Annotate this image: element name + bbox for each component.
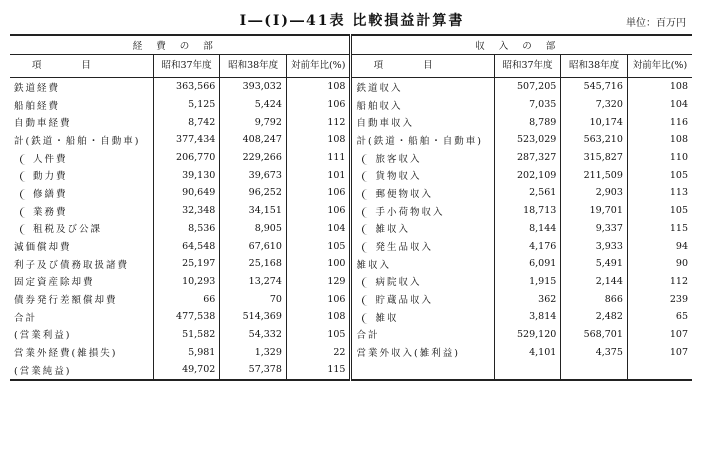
- left-v37-cell: [153, 326, 220, 344]
- left-item-cell: [10, 166, 153, 184]
- right-item-cell: [351, 184, 494, 202]
- right-v37-cell: [494, 290, 561, 308]
- right-item-header: 項目: [351, 55, 494, 78]
- right-ratio-cell: [627, 166, 692, 184]
- right-item: 手小荷物収入: [362, 207, 444, 218]
- left-v37: 39,130: [182, 169, 216, 181]
- right-item: 合計: [356, 330, 380, 342]
- right-item-cell: [351, 96, 494, 114]
- left-ratio: 129: [327, 275, 346, 287]
- left-ratio: 106: [327, 205, 346, 217]
- right-v38-cell: [561, 113, 628, 131]
- left-item-cell: [10, 131, 153, 149]
- table-row: [10, 326, 692, 344]
- left-fy38-header: 昭和38年度: [220, 55, 287, 78]
- left-v37: 5,125: [188, 99, 216, 111]
- left-v38-cell: [220, 96, 287, 114]
- right-ratio: 90: [675, 258, 688, 270]
- right-ratio: 112: [669, 275, 688, 287]
- right-ratio: 115: [669, 222, 688, 234]
- right-ratio-cell: [627, 290, 692, 308]
- table-row: [10, 308, 692, 326]
- right-item-cell: [351, 220, 494, 238]
- left-item: 利子及び債務取扱諸費: [14, 259, 130, 271]
- right-v37-cell: [494, 131, 561, 149]
- right-v37: 8,789: [529, 116, 557, 128]
- right-v37-cell: [494, 96, 561, 114]
- left-ratio-cell: [286, 255, 351, 273]
- right-v38: 568,701: [583, 328, 623, 340]
- right-v38-cell: [561, 290, 628, 308]
- right-v38: 5,491: [595, 258, 623, 270]
- right-v38-cell: [561, 220, 628, 238]
- left-v38: 408,247: [242, 134, 282, 146]
- left-ratio-cell: [286, 202, 351, 220]
- right-ratio: 104: [669, 99, 688, 111]
- left-v38-cell: [220, 308, 287, 326]
- table-row: [10, 149, 692, 167]
- left-item-cell: [10, 237, 153, 255]
- left-v37-cell: [153, 96, 220, 114]
- left-item-cell: [10, 78, 153, 96]
- right-v38-cell: [561, 202, 628, 220]
- left-v38-cell: [220, 290, 287, 308]
- right-v38: 19,701: [589, 205, 623, 217]
- left-v37: 32,348: [182, 205, 216, 217]
- left-ratio-cell: [286, 290, 351, 308]
- left-v38: 34,151: [248, 205, 282, 217]
- right-v37: 2,561: [529, 187, 557, 199]
- right-item-cell: [351, 202, 494, 220]
- left-ratio: 106: [327, 293, 346, 305]
- right-ratio-cell: [627, 131, 692, 149]
- right-ratio-cell: [627, 149, 692, 167]
- right-item-cell: [351, 255, 494, 273]
- left-item-cell: [10, 308, 153, 326]
- left-ratio: 108: [327, 134, 346, 146]
- left-item-cell: [10, 184, 153, 202]
- right-ratio: 105: [669, 169, 688, 181]
- right-v38-cell: [561, 273, 628, 291]
- right-item-cell: [351, 361, 494, 380]
- right-item: 船舶収入: [356, 100, 403, 112]
- right-v37-cell: [494, 166, 561, 184]
- right-v38-cell: [561, 237, 628, 255]
- left-v38-cell: [220, 343, 287, 361]
- right-item: 自動車収入: [356, 118, 414, 130]
- right-v38: 2,144: [595, 275, 623, 287]
- left-ratio-header: 対前年比(%): [286, 55, 351, 78]
- right-v38: 866: [604, 293, 623, 305]
- right-v37: 7,035: [529, 99, 557, 111]
- right-ratio: 108: [669, 81, 688, 93]
- left-ratio-cell: [286, 166, 351, 184]
- left-v37-cell: [153, 308, 220, 326]
- right-item: 営業外収入(雑利益): [356, 348, 460, 360]
- right-v38-cell: [561, 184, 628, 202]
- left-v37-cell: [153, 220, 220, 238]
- left-ratio-cell: [286, 237, 351, 255]
- left-v38: 8,905: [254, 222, 282, 234]
- right-v37: 6,091: [529, 258, 557, 270]
- left-v38-cell: [220, 255, 287, 273]
- right-ratio: 239: [669, 293, 688, 305]
- left-item: 減価償却費: [14, 242, 72, 254]
- left-v37-cell: [153, 166, 220, 184]
- left-ratio: 106: [327, 187, 346, 199]
- left-ratio: 106: [327, 99, 346, 111]
- left-v37: 66: [203, 293, 216, 305]
- right-v38: 2,482: [595, 311, 623, 323]
- right-ratio: 110: [669, 152, 688, 164]
- expense-section-header: 経費の部: [10, 35, 351, 55]
- right-v37-cell: [494, 202, 561, 220]
- right-ratio-cell: [627, 237, 692, 255]
- right-ratio: 113: [669, 187, 688, 199]
- right-ratio: 105: [669, 205, 688, 217]
- right-ratio: 65: [675, 311, 688, 323]
- left-v37: 5,981: [188, 346, 216, 358]
- right-v37: 4,176: [529, 240, 557, 252]
- left-v38-cell: [220, 202, 287, 220]
- right-v37-cell: [494, 308, 561, 326]
- right-ratio-cell: [627, 273, 692, 291]
- right-item: 貯蔵品収入: [362, 295, 433, 306]
- left-v37-cell: [153, 131, 220, 149]
- right-v38: 315,827: [583, 152, 623, 164]
- table-row: [10, 290, 692, 308]
- left-item-cell: [10, 220, 153, 238]
- left-v37: 8,742: [188, 116, 216, 128]
- left-item: 自動車経費: [14, 118, 72, 130]
- left-item-header: 項目: [10, 55, 153, 78]
- comparative-income-statement: [10, 34, 692, 381]
- right-v37-cell: [494, 255, 561, 273]
- left-item: 鉄道経費: [14, 82, 61, 94]
- left-ratio: 115: [327, 364, 346, 376]
- table-row: [10, 184, 692, 202]
- left-v37: 10,293: [182, 275, 216, 287]
- left-v37-cell: [153, 237, 220, 255]
- right-ratio-cell: [627, 202, 692, 220]
- left-item: 船舶経費: [14, 100, 61, 112]
- right-v37: 523,029: [517, 134, 557, 146]
- left-ratio-cell: [286, 343, 351, 361]
- right-item-cell: [351, 273, 494, 291]
- right-item: 鉄道収入: [356, 82, 403, 94]
- left-v38: 70: [269, 293, 282, 305]
- right-v37: 1,915: [529, 275, 557, 287]
- right-item-cell: [351, 149, 494, 167]
- right-ratio-cell: [627, 308, 692, 326]
- left-ratio-cell: [286, 96, 351, 114]
- right-v37: 3,814: [529, 311, 557, 323]
- right-v37-cell: [494, 237, 561, 255]
- left-ratio-cell: [286, 184, 351, 202]
- left-item: 営業外経費(雑損失): [14, 348, 118, 360]
- right-v38: 7,320: [595, 99, 623, 111]
- left-ratio-cell: [286, 131, 351, 149]
- right-ratio: 108: [669, 134, 688, 146]
- left-ratio: 100: [327, 258, 346, 270]
- left-v38: 5,424: [254, 99, 282, 111]
- left-v38: 54,332: [248, 328, 282, 340]
- left-v38: 229,266: [242, 152, 282, 164]
- right-ratio: 94: [675, 240, 688, 252]
- left-v38: 9,792: [254, 116, 282, 128]
- right-ratio-cell: [627, 78, 692, 96]
- right-v38-cell: [561, 326, 628, 344]
- revenue-section-header: 収入の部: [351, 35, 692, 55]
- right-v38-cell: [561, 255, 628, 273]
- right-v38-cell: [561, 149, 628, 167]
- left-ratio: 108: [327, 311, 346, 323]
- right-fy38-header: 昭和38年度: [561, 55, 628, 78]
- left-ratio: 105: [327, 240, 346, 252]
- left-v37: 64,548: [182, 240, 216, 252]
- right-item: 郵便物収入: [362, 189, 433, 200]
- left-item: 租税及び公課: [20, 224, 102, 235]
- left-ratio-cell: [286, 220, 351, 238]
- left-ratio: 105: [327, 328, 346, 340]
- table-title: I―(I)―41表 比較損益計算書: [239, 13, 465, 29]
- left-v37: 25,197: [182, 258, 216, 270]
- left-v37-cell: [153, 149, 220, 167]
- left-v38-cell: [220, 326, 287, 344]
- right-item-cell: [351, 131, 494, 149]
- table-row: [10, 113, 692, 131]
- left-v37: 51,582: [182, 328, 216, 340]
- right-item: 計(鉄道・船舶・自動車): [356, 135, 483, 147]
- right-ratio-cell: [627, 113, 692, 131]
- table-row: [10, 202, 692, 220]
- right-v38: 10,174: [589, 116, 623, 128]
- left-v37-cell: [153, 255, 220, 273]
- left-v37: 477,538: [176, 311, 216, 323]
- left-item: 業務費: [20, 207, 68, 218]
- left-ratio: 108: [327, 81, 346, 93]
- left-v37: 377,434: [176, 134, 216, 146]
- right-ratio-cell: [627, 220, 692, 238]
- right-v37: 202,109: [517, 169, 557, 181]
- right-v38-cell: [561, 166, 628, 184]
- left-item-cell: [10, 326, 153, 344]
- left-ratio-cell: [286, 149, 351, 167]
- left-v37: 363,566: [176, 81, 216, 93]
- right-v37: 507,205: [517, 81, 557, 93]
- left-v38: 39,673: [248, 169, 282, 181]
- right-v37-cell: [494, 326, 561, 344]
- left-ratio-cell: [286, 78, 351, 96]
- left-item-cell: [10, 113, 153, 131]
- left-v37-cell: [153, 343, 220, 361]
- right-item: 雑収入: [356, 259, 391, 271]
- left-v38: 393,032: [242, 81, 282, 93]
- right-v37-cell: [494, 149, 561, 167]
- right-ratio-cell: [627, 184, 692, 202]
- right-v37: 18,713: [523, 205, 557, 217]
- right-ratio-cell: [627, 343, 692, 361]
- left-v38: 514,369: [242, 311, 282, 323]
- right-ratio: 116: [669, 116, 688, 128]
- left-v37: 8,536: [188, 222, 216, 234]
- right-fy37-header: 昭和37年度: [494, 55, 561, 78]
- left-v37-cell: [153, 361, 220, 380]
- right-item: 雑収入: [362, 224, 410, 235]
- left-v37-cell: [153, 78, 220, 96]
- right-v37: 529,120: [517, 328, 557, 340]
- left-ratio: 104: [327, 222, 346, 234]
- left-item: (営業純益): [14, 365, 72, 377]
- left-item: 動力費: [20, 171, 68, 182]
- right-item-cell: [351, 290, 494, 308]
- left-v37: 90,649: [182, 187, 216, 199]
- right-item-cell: [351, 113, 494, 131]
- table-row: [10, 255, 692, 273]
- right-v37: 287,327: [517, 152, 557, 164]
- left-v37: 206,770: [176, 152, 216, 164]
- right-v37-cell: [494, 113, 561, 131]
- left-v38-cell: [220, 166, 287, 184]
- table-row: [10, 361, 692, 380]
- left-v37: 49,702: [182, 364, 216, 376]
- left-v38-cell: [220, 149, 287, 167]
- left-item-cell: [10, 96, 153, 114]
- left-v38: 13,274: [248, 275, 282, 287]
- left-v38-cell: [220, 237, 287, 255]
- right-item-cell: [351, 78, 494, 96]
- right-v38: 2,903: [595, 187, 623, 199]
- left-item-cell: [10, 361, 153, 380]
- left-v38-cell: [220, 184, 287, 202]
- right-v38: 211,509: [583, 169, 623, 181]
- right-v37-cell: [494, 273, 561, 291]
- table-row: [10, 96, 692, 114]
- left-item-cell: [10, 290, 153, 308]
- table-row: [10, 273, 692, 291]
- left-ratio-cell: [286, 113, 351, 131]
- right-item-cell: [351, 343, 494, 361]
- table-row: [10, 237, 692, 255]
- right-item: 雑収: [362, 313, 398, 324]
- left-item-cell: [10, 255, 153, 273]
- left-v38-cell: [220, 78, 287, 96]
- left-v38-cell: [220, 131, 287, 149]
- right-v38: 3,933: [595, 240, 623, 252]
- left-ratio: 111: [327, 152, 346, 164]
- right-v37-cell: [494, 343, 561, 361]
- left-ratio: 112: [327, 116, 346, 128]
- left-v38: 25,168: [248, 258, 282, 270]
- left-item-cell: [10, 343, 153, 361]
- right-ratio-cell: [627, 361, 692, 380]
- right-v38-cell: [561, 343, 628, 361]
- left-item: (営業利益): [14, 330, 72, 342]
- right-v37: 362: [538, 293, 557, 305]
- right-v38: 4,375: [595, 346, 623, 358]
- left-v37-cell: [153, 113, 220, 131]
- right-ratio: 107: [669, 346, 688, 358]
- right-item: 貨物収入: [362, 171, 421, 182]
- left-v37-cell: [153, 273, 220, 291]
- right-item: 旅客収入: [362, 154, 421, 165]
- right-ratio-header: 対前年比(%): [627, 55, 692, 78]
- right-item: 発生品収入: [362, 242, 433, 253]
- left-v38: 96,252: [248, 187, 282, 199]
- left-v38-cell: [220, 273, 287, 291]
- left-v37-cell: [153, 202, 220, 220]
- right-v37: 8,144: [529, 222, 557, 234]
- right-v37-cell: [494, 184, 561, 202]
- left-ratio: 22: [333, 346, 346, 358]
- right-v37-cell: [494, 220, 561, 238]
- left-item: 債券発行差額償却費: [14, 295, 118, 307]
- left-ratio-cell: [286, 361, 351, 380]
- unit-label: 単位：百万円: [626, 18, 686, 29]
- left-v37-cell: [153, 290, 220, 308]
- right-v38: 545,716: [583, 81, 623, 93]
- right-v37: 4,101: [529, 346, 557, 358]
- right-item-cell: [351, 166, 494, 184]
- right-v38: 563,210: [583, 134, 623, 146]
- left-item: 人件費: [20, 154, 68, 165]
- left-v38: 1,329: [254, 346, 282, 358]
- left-item: 合計: [14, 312, 38, 324]
- left-item-cell: [10, 202, 153, 220]
- left-item: 固定資産除却費: [14, 277, 95, 289]
- right-v38-cell: [561, 308, 628, 326]
- right-v38-cell: [561, 96, 628, 114]
- right-ratio-cell: [627, 255, 692, 273]
- right-v37-cell: [494, 361, 561, 380]
- left-ratio-cell: [286, 326, 351, 344]
- left-ratio: 101: [327, 169, 346, 181]
- left-v38-cell: [220, 220, 287, 238]
- right-v38: 9,337: [595, 222, 623, 234]
- left-ratio-cell: [286, 273, 351, 291]
- left-item: 計(鉄道・船舶・自動車): [14, 135, 141, 147]
- right-item-cell: [351, 326, 494, 344]
- right-ratio-cell: [627, 326, 692, 344]
- left-v38-cell: [220, 361, 287, 380]
- table-row: [10, 131, 692, 149]
- right-v38-cell: [561, 361, 628, 380]
- right-item-cell: [351, 237, 494, 255]
- left-v38-cell: [220, 113, 287, 131]
- right-v38-cell: [561, 131, 628, 149]
- left-ratio-cell: [286, 308, 351, 326]
- table-row: [10, 166, 692, 184]
- left-v38: 67,610: [248, 240, 282, 252]
- left-v38: 57,378: [248, 364, 282, 376]
- right-ratio-cell: [627, 96, 692, 114]
- right-ratio: 107: [669, 328, 688, 340]
- table-row: [10, 78, 692, 96]
- right-item: 病院収入: [362, 277, 421, 288]
- left-item: 修繕費: [20, 189, 68, 200]
- table-row: [10, 343, 692, 361]
- left-item-cell: [10, 149, 153, 167]
- left-v37-cell: [153, 184, 220, 202]
- left-item-cell: [10, 273, 153, 291]
- right-v38-cell: [561, 78, 628, 96]
- left-fy37-header: 昭和37年度: [153, 55, 220, 78]
- right-v37-cell: [494, 78, 561, 96]
- right-item-cell: [351, 308, 494, 326]
- table-row: [10, 220, 692, 238]
